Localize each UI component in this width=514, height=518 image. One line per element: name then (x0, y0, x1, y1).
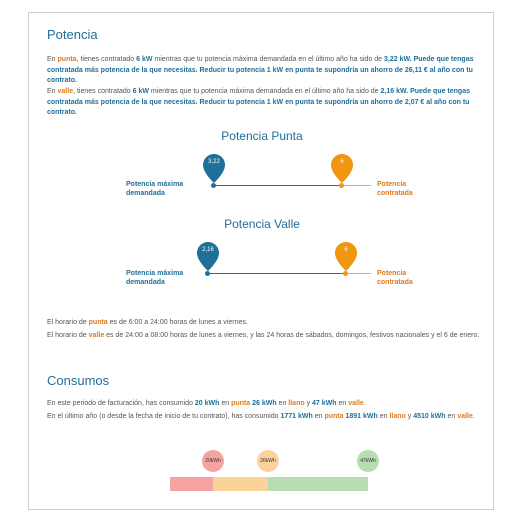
contracted-power-value: 6 kW (132, 88, 149, 95)
label-line: Potencia máxima (126, 181, 184, 188)
text-fragment: y (304, 400, 313, 407)
bubble-punta: 20kWh (202, 450, 224, 472)
gauge-valle-line-ext (345, 273, 371, 274)
punta-term: punta (231, 400, 251, 407)
pin-value: 3,22 (208, 159, 220, 165)
main-panel (28, 12, 494, 510)
gauge-valle-line (207, 273, 345, 274)
text-fragment: y (405, 413, 414, 420)
text-fragment: En (47, 56, 58, 63)
gauge-valle-demanded-label (126, 269, 196, 287)
text-fragment: mientras que tu potencia máxima demandada en el último año ha sido de (148, 88, 381, 95)
consumption-bar-valle (268, 477, 368, 491)
text-fragment: En (47, 88, 58, 95)
punta-term: punta (88, 319, 108, 326)
text-fragment: en (312, 413, 325, 420)
text-fragment: . (363, 400, 366, 407)
pin-value: 6 (340, 159, 344, 165)
consumption-bar-punta (170, 477, 213, 491)
text-fragment: , tienes contratado (73, 88, 133, 95)
valle-term: valle (457, 413, 473, 420)
kwh-value: 20 kWh (194, 400, 220, 407)
text-fragment: El horario de (47, 332, 89, 339)
llano-term: llano (389, 413, 406, 420)
punta-term: punta (57, 56, 77, 63)
pin-valle-demanded (197, 242, 219, 272)
valle-term: valle (348, 400, 364, 407)
llano-term: llano (288, 400, 305, 407)
text-fragment: es de 24:00 a 08:00 horas de lunes a viernes, y las 24 horas de sábados, domingos, festivos nacionales y el 6 de enero. (104, 332, 480, 339)
gauge-punta-line-ext (341, 185, 371, 186)
text-fragment: en (445, 413, 458, 420)
label-line: demandada (126, 190, 165, 197)
gauge-title-punta: Potencia Punta (221, 129, 303, 143)
label-line: demandada (126, 279, 165, 286)
gauge-title-valle: Potencia Valle (224, 217, 300, 231)
kwh-value: 47 kWh (312, 400, 337, 407)
consumption-bar-llano (213, 477, 268, 491)
bubble-valle: 47kWh (357, 450, 379, 472)
contracted-power-value: 6 kW (136, 56, 153, 63)
text-fragment: en (377, 413, 390, 420)
section-title-potencia: Potencia (47, 27, 98, 42)
valle-term: valle (88, 332, 105, 339)
label-line: contratada (377, 279, 413, 286)
bubble-llano: 26kWh (257, 450, 279, 472)
consumos-period-text (47, 399, 487, 410)
text-fragment: mientras que tu potencia máxima demandada en el último año ha sido de (152, 56, 384, 63)
recommendation-text: 3,22 kW. Puede que tengas contratada más potencia de la que necesitas. Reducir tu potencia 1 kW en punta te supondría un ahorro de 26,11 € al año con tu contrato. (47, 56, 474, 84)
text-fragment: en (219, 400, 232, 407)
horario-punta-text (47, 318, 487, 329)
pin-value: 6 (344, 247, 348, 253)
potencia-valle-paragraph (47, 87, 487, 119)
pin-valle-contracted (335, 242, 357, 272)
section-title-consumos: Consumos (47, 373, 110, 388)
potencia-punta-paragraph (47, 55, 487, 87)
text-fragment: El horario de (47, 319, 89, 326)
pin-punta-demanded (203, 154, 225, 184)
label-line: Potencia máxima (126, 270, 184, 277)
text-fragment: En este periodo de facturación, has consumido (47, 400, 195, 407)
consumos-year-text (47, 412, 487, 423)
text-fragment: en (276, 400, 289, 407)
label-line: contratada (377, 190, 413, 197)
label-line: Potencia (377, 181, 407, 188)
valle-term: valle (57, 88, 74, 95)
pin-punta-contracted (331, 154, 353, 184)
text-fragment: en (336, 400, 349, 407)
gauge-valle-contracted-label (377, 269, 437, 287)
text-fragment: En el último año (o desde la fecha de inicio de tu contrato), has consumido (47, 413, 281, 420)
kwh-value: 1891 kWh (345, 413, 378, 420)
kwh-value: 26 kWh (252, 400, 277, 407)
label-line: Potencia (377, 270, 407, 277)
text-fragment: , tienes contratado (76, 56, 137, 63)
kwh-value: 1771 kWh (280, 413, 313, 420)
gauge-punta-contracted-label (377, 180, 437, 198)
text-fragment: . (472, 413, 475, 420)
gauge-punta-line (213, 185, 341, 186)
kwh-value: 4510 kWh (413, 413, 446, 420)
text-fragment: es de 6:00 a 24:00 horas de lunes a viernes. (107, 319, 248, 326)
punta-term: punta (324, 413, 344, 420)
recommendation-text: 2,16 kW. Puede que tengas contratada más potencia de la que necesitas. Reducir tu potencia 1 kW en punta te supondría un ahorro de 2,07 € al año con tu contrato. (47, 88, 470, 116)
gauge-punta-demanded-label (126, 180, 196, 198)
pin-value: 2,16 (202, 247, 214, 253)
horario-valle-text (47, 331, 487, 342)
